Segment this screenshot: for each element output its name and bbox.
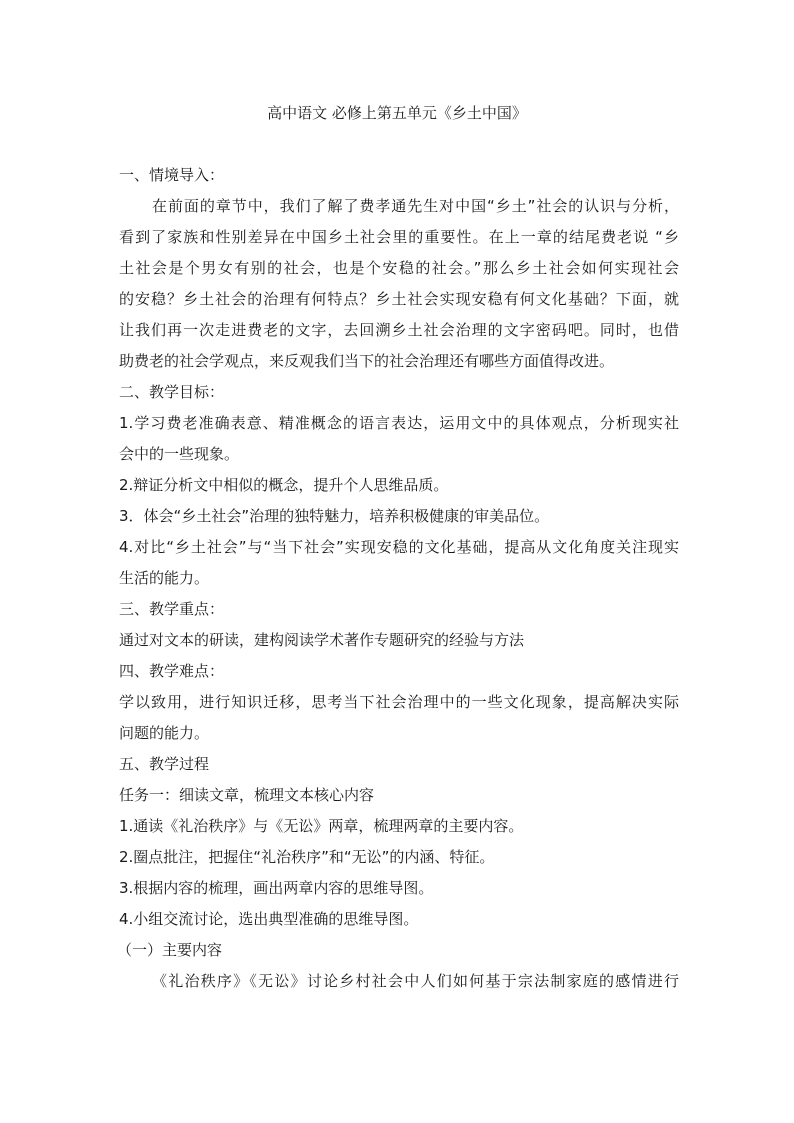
intro-paragraph-line: 让我们再一次走进费老的文字，去回溯乡土社会治理的文字密码吧。同时，也借	[119, 321, 679, 339]
task-step-3: 3.根据内容的梳理，画出两章内容的思维导图。	[119, 879, 434, 897]
heading-teaching-difficulty: 四、教学难点：	[119, 662, 225, 680]
task-step-4: 4.小组交流讨论，选出典型准确的思维导图。	[119, 910, 419, 928]
task-step-2: 2.圈点批注，把握住“礼治秩序”和“无讼”的内涵、特征。	[119, 848, 495, 866]
document-title: 高中语文 必修上第五单元《乡土中国》	[267, 104, 527, 122]
teaching-difficulty-text-cont: 问题的能力。	[119, 724, 210, 742]
intro-paragraph-line: 的安稳？乡土社会的治理有何特点？乡土社会实现安稳有何文化基础？下面，就	[119, 290, 679, 308]
intro-paragraph-line: 助费老的社会学观点，来反观我们当下的社会治理还有哪些方面值得改进。	[119, 352, 615, 370]
subheading-main-content: （一）主要内容	[117, 941, 223, 959]
goal-item-2: 2.辩证分析文中相似的概念，提升个人思维品质。	[119, 476, 449, 494]
task-step-1: 1.通读《礼治秩序》与《无讼》两章，梳理两章的主要内容。	[119, 817, 524, 835]
heading-teaching-focus: 三、教学重点：	[119, 600, 225, 618]
goal-item-4: 4.对比“乡土社会”与“当下社会”实现安稳的文化基础，提高从文化角度关注现实	[119, 538, 679, 556]
intro-paragraph-line: 在前面的章节中，我们了解了费孝通先生对中国“乡土”社会的认识与分析，	[152, 197, 679, 215]
goal-item-1-cont: 会中的一些现象。	[119, 445, 240, 463]
main-content-paragraph-line: 《礼治秩序》《无讼》讨论乡村社会中人们如何基于宗法制家庭的感情进行	[152, 972, 679, 990]
goal-item-1: 1.学习费老准确表意、精准概念的语言表达，运用文中的具体观点，分析现实社	[119, 414, 679, 432]
heading-teaching-process: 五、教学过程	[119, 755, 210, 773]
intro-paragraph-line: 土社会是个男女有别的社会，也是个安稳的社会。”那么乡土社会如何实现社会	[119, 259, 679, 277]
document-body	[119, 160, 679, 997]
task-one-heading: 任务一：细读文章，梳理文本核心内容	[119, 786, 375, 804]
goal-item-4-cont: 生活的能力。	[119, 569, 210, 587]
goal-item-3: 3．体会“乡土社会”治理的独特魅力，培养积极健康的审美品位。	[119, 507, 550, 525]
heading-teaching-goals: 二、教学目标：	[119, 383, 225, 401]
teaching-difficulty-text: 学以致用，进行知识迁移，思考当下社会治理中的一些文化现象，提高解决实际	[119, 693, 679, 711]
heading-situation-intro: 一、情境导入：	[119, 166, 225, 184]
teaching-focus-text: 通过对文本的研读，建构阅读学术著作专题研究的经验与方法	[119, 631, 525, 649]
intro-paragraph-line: 看到了家族和性别差异在中国乡土社会里的重要性。在上一章的结尾费老说 “乡	[119, 228, 679, 246]
